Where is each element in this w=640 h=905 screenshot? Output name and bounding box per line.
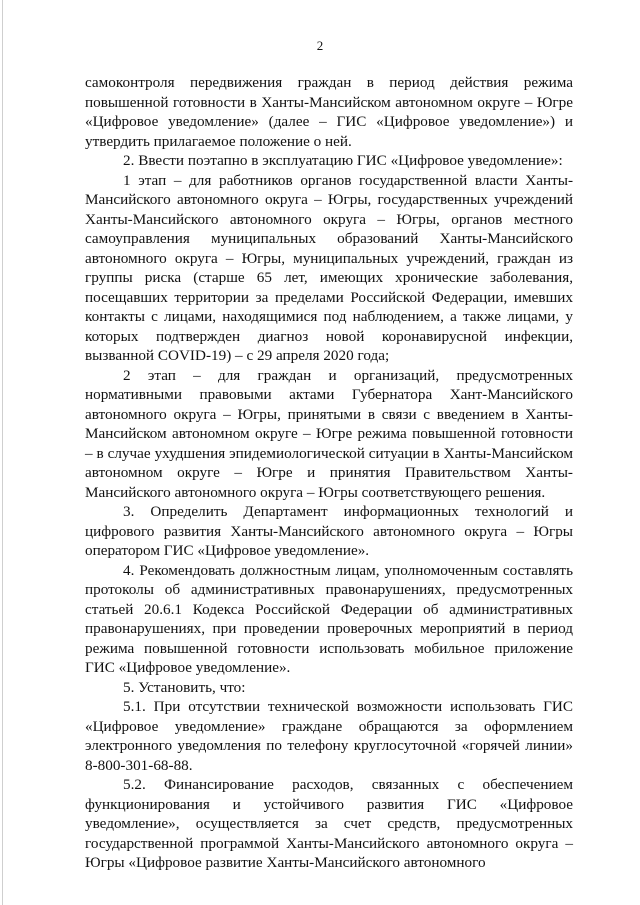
page-number: 2 [316,38,324,53]
paragraph-1: самоконтроля передвижения граждан в период действия режима повышенной готовности в Ханты-Мансийском автономном округе – Югре «Цифровое уведомление» (далее – ГИС «Цифровое уведомление») и утвердить прилагаемое положение о ней. [85,74,573,150]
paragraph-3: 1 этап – для работников органов государственной власти Ханты-Мансийского автономного округа – Югры, государственных учреждений Ханты-Мансийского автономного округа – Югры, органов местного самоуправления муниципальных образований Ханты-Мансийского автономного округа – Югры, муниципальных учреждений, граждан из группы риска (старше 65 лет, имеющих хронические заболевания, посещавших территории за пределами Российской Федерации, имевших контакты с лицами, находящимися под наблюдением, а также лицами, у которых подтвержден диагноз новой коронавирусной инфекции, вызванной COVID-19) – с 29 апреля 2020 года; [85,171,573,364]
paragraph-4: 2 этап – для граждан и организаций, предусмотренных нормативными правовыми актами Губернатора Хант-Мансийского автономного округа – Югры, принятыми в связи с введением в Ханты-Мансийском автономном округе – Югре режима повышенной готовности – в случае ухудшения эпидемиологической ситуации в Ханты-Мансийском автономном округе – Югре и принятия Правительством Ханты-Мансийского автономного округа – Югры соответствующего решения. [85,366,573,501]
paragraph-7: 5. Установить, что: [123,678,246,696]
paragraph-5: 3. Определить Департамент информационных технологий и цифрового развития Ханты-Мансийского автономного округа – Югры оператором ГИС «Цифровое уведомление». [85,503,573,559]
document-body [85,73,573,873]
paragraph-2: 2. Ввести поэтапно в эксплуатацию ГИС «Цифровое уведомление»: [123,152,563,169]
paragraph-6: 4. Рекомендовать должностным лицам, уполномоченным составлять протоколы об административных правонарушениях, предусмотренных статьей 20.6.1 Кодекса Российской Федерации об административных правонарушениях, при проведении проверочных мероприятий в период режима повышенной готовности использовать мобильное приложение ГИС «Цифровое уведомление». [85,561,573,676]
scan-edge [2,0,3,905]
paragraph-9: 5.2. Финансирование расходов, связанных с обеспечением функционирования и устойчивого развития ГИС «Цифровое уведомление», осуществляется за счет средств, предусмотренных государственной программой Ханты-Мансийского автономного округа – Югры «Цифровое развитие Ханты-Мансийского автономного [85,776,573,871]
paragraph-8: 5.1. При отсутствии технической возможности использовать ГИС «Цифровое уведомление» граждане обращаются за оформлением электронного уведомления по телефону круглосуточной «горячей линии» 8-800-301-68-88. [85,698,573,774]
